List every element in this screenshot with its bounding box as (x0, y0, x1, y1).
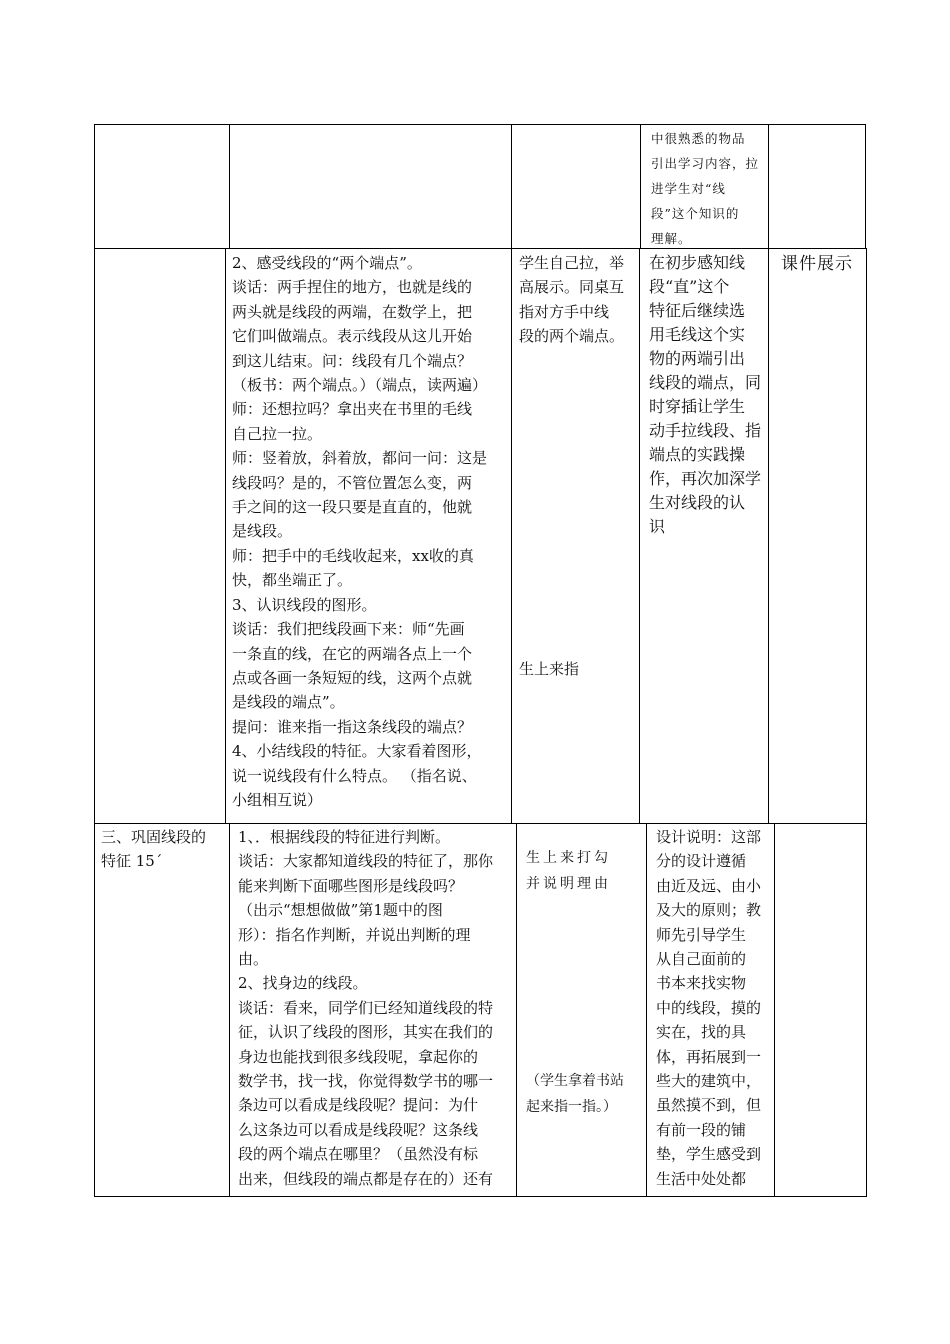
row1-design-note: 中很熟悉的物品 引出学习内容，拉 进学生对“线 段”这个知识的 理解。 (651, 131, 760, 246)
row-divider (94, 823, 867, 824)
col-divider (225, 248, 226, 823)
table-border-right (865, 124, 866, 248)
row2-teacher-activity: 2、感受线段的“两个端点”。 谈话：两手捏住的地方，也就是线的 两头就是线段的两端，在数学上，把 它们叫做端点。表示线段从这儿开始 到这儿结束。问：线段有几个端点？ （板书：两个端点。）（端点，读两遍） 师：还想拉吗？拿出夹在书里的毛线 自己拉一拉。 师：竖着放，斜着放，都问一问：这是 线段吗？是的，不管位置怎么变，两 手之间的这一段只要是直直的，他就 是线段。 师：把手中的毛线收起来，xx收的真 快，都坐端正了。 3、认识线段的图形。 谈话：我们把线段画下来：师“先画 一条直的线，在它的两端各点上一个 点或各画一条短短的线，这两个点就 是线段的端点”。 提问：谁来指一指这条线段的端点？ 4、小结线段的特征。大家看着图形， 说一说线段有什么特点。 （指名说、 小组相互说） (232, 254, 488, 809)
table-border-right (866, 248, 867, 823)
row2-student-activity-2: 生上来指 (519, 660, 580, 678)
col-divider (774, 823, 775, 1196)
col-divider (768, 248, 769, 823)
col-divider (229, 823, 230, 1196)
col-divider (768, 124, 769, 248)
table-border-bottom (94, 1196, 867, 1197)
row2-student-activity: 学生自己拉，举 高展示。同桌互 指对方手中线 段的两个端点。 (519, 254, 625, 346)
table-border-left (94, 124, 95, 1197)
row3-design-note: 设计说明：这部 分的设计遵循 由近及远、由小 及大的原则；教 师先引导学生 从自己面前的 书本来找实物 中的线段，摸的 实在，找的具 体，再拓展到一 些大的建筑中， 虽然摸不到，但 有前一段的铺 垫，学生感受到 生活中处处都 (656, 828, 762, 1188)
col-divider (229, 124, 230, 248)
row3-student-activity: 生上来打勾 并说明理由 (526, 850, 611, 892)
row2-design-note: 在初步感知线 段“直”这个 特征后继续选 用毛线这个实 物的两端引出 线段的端点，同 时穿插让学生 动手拉线段、指 端点的实践操 作，再次加深学 生对线段的认 识 (649, 253, 762, 536)
table-border-top (94, 124, 866, 125)
col-divider (516, 823, 517, 1196)
table-border-right (866, 823, 867, 1196)
col-divider (646, 823, 647, 1196)
row3-section-title: 三、巩固线段的 特征 15ˊ (101, 828, 207, 871)
col-divider (511, 248, 512, 823)
col-divider (511, 124, 512, 248)
col-divider (640, 124, 641, 248)
row3-teacher-activity: 1、．根据线段的特征进行判断。 谈话：大家都知道线段的特征了，那你 能来判断下面哪些图形是线段吗？ （出示“想想做做”第1题中的图 形）：指名作判断，并说出判断的理 由。 2、找身边的线段。 谈话：看来，同学们已经知道线段的特 征，认识了线段的图形，其实在我们的 身边也能找到很多线段呢，拿起你的 数学书，找一找，你觉得数学书的哪一 条边可以看成是线段呢？提问：为什 么这条边可以看成是线段呢？这条线 段的两个端点在哪里？（虽然没有标 出来，但线段的端点都是存在的）还有 (238, 828, 494, 1188)
row2-media-note: 课件展示 (781, 254, 853, 274)
col-divider (639, 248, 640, 823)
row3-student-activity-2: （学生拿着书站 起来指一指。） (526, 1073, 624, 1115)
